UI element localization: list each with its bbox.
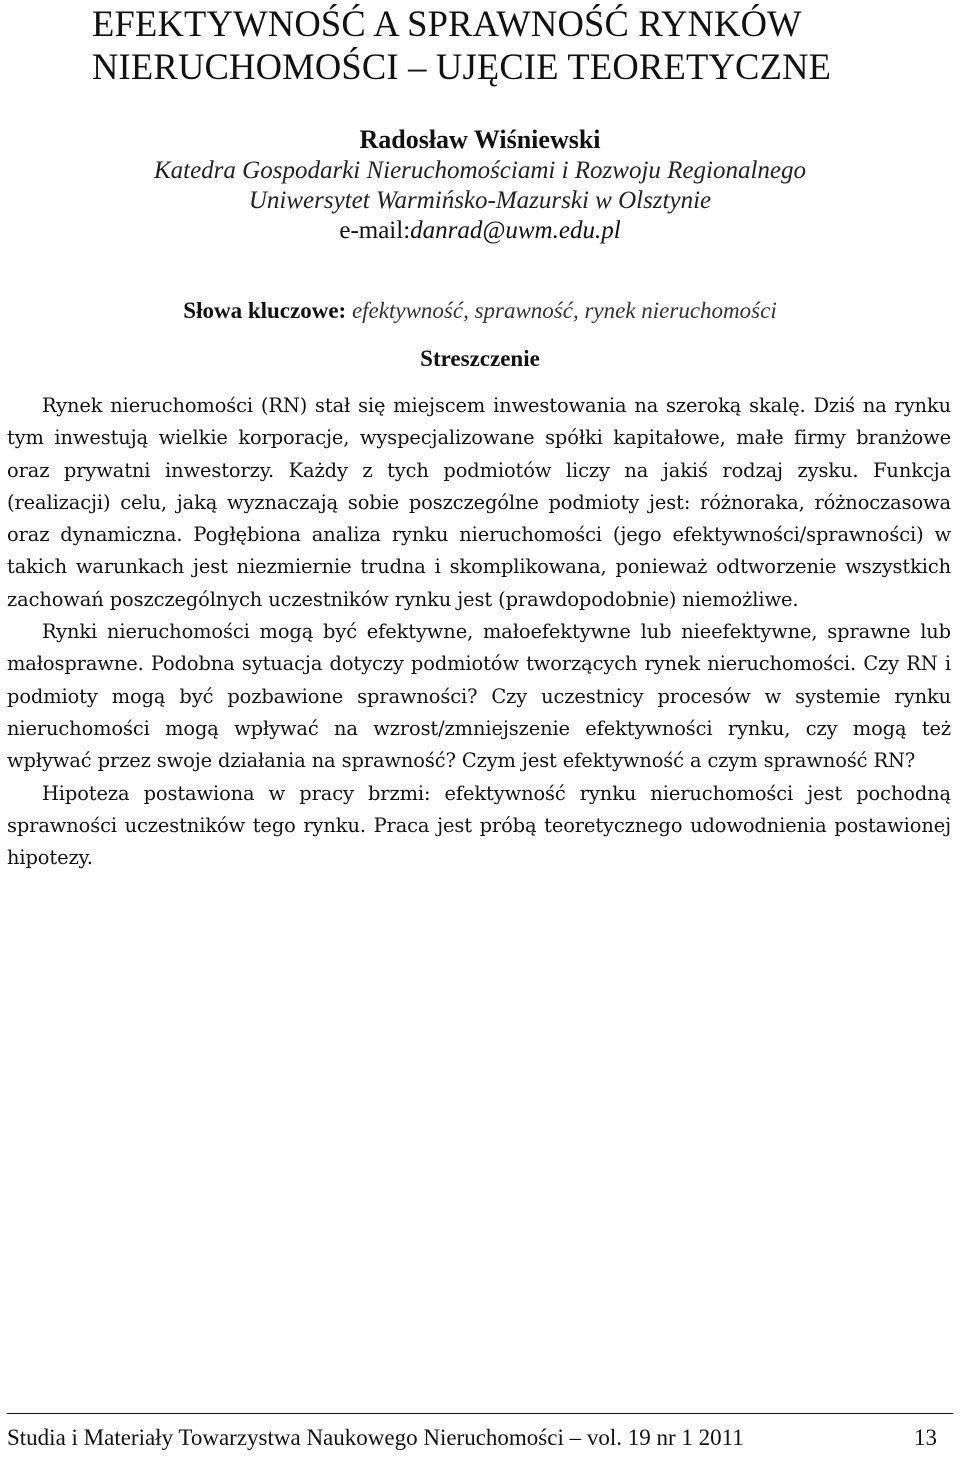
keywords [0,296,960,326]
author-name: Radosław Wiśniewski [359,125,601,154]
abstract-paragraph-3: Hipoteza postawiona w pracy brzmi: efektywność rynku nieruchomości jest pochodną sprawności uczestników tego rynku. Praca jest próbą teoretycznego udowodnienia postawionej hipotezy. [7,781,951,870]
email-prefix: e-mail: [339,217,411,244]
page-footer [7,1424,937,1452]
email-address[interactable]: danrad@uwm.edu.pl [410,217,621,244]
abstract-paragraph-2: Rynki nieruchomości mogą być efektywne, małoefektywne lub nieefektywne, sprawne lub małosprawne. Podobna sytuacja dotyczy podmiotów tworzących rynek nieruchomości. Czy RN i podmioty mogą być pozbawione sprawności? Czy uczestnicy procesów w systemie rynku nieruchomości mogą wpływać na wzrost/zmniejszenie efektywności rynku, czy mogą też wpływać przez swoje działania na sprawność? Czym jest efektywność a czym sprawność RN? [7,620,951,773]
abstract-body [7,390,951,874]
title-line-2: NIERUCHOMOŚCI – UJĘCIE TEORETYCZNE [92,46,832,87]
author-email [0,216,960,246]
author-department: Katedra Gospodarki Nieruchomościami i Rozwoju Regionalnego [153,157,807,184]
keywords-label: Słowa kluczowe: [183,298,347,323]
author-university: Uniwersytet Warmińsko-Mazurski w Olsztynie [248,187,712,214]
page-number: 13 [914,1425,937,1450]
footer-divider [7,1413,953,1414]
abstract-heading: Streszczenie [420,346,540,371]
journal-citation: Studia i Materiały Towarzystwa Naukowego Nieruchomości – vol. 19 nr 1 2011 [7,1425,744,1450]
author-block [0,124,960,246]
abstract-paragraph-1: Rynek nieruchomości (RN) stał się miejscem inwestowania na szeroką skalę. Dziś na rynku tym inwestują wielkie korporacje, wyspecjalizowane spółki kapitałowe, małe firmy branżowe oraz prywatni inwestorzy. Każdy z tych podmiotów liczy na jakiś rodzaj zysku. Funkcja (realizacji) celu, jaką wyznaczają sobie poszczególne podmioty jest: różnoraka, różnoczasowa oraz dynamiczna. Pogłębiona analiza rynku nieruchomości (jego efektywności/sprawności) w takich warunkach jest niezmiernie trudna i skomplikowana, ponieważ odtworzenie wszystkich zachowań poszczególnych uczestników rynku jest (prawdopodobnie) niemożliwe. [7,394,951,611]
paper-title [92,2,892,88]
title-line-1: EFEKTYWNOŚĆ A SPRAWNOŚĆ RYNKÓW [92,3,802,44]
keywords-value: efektywność, sprawność, rynek nieruchomości [351,298,777,323]
